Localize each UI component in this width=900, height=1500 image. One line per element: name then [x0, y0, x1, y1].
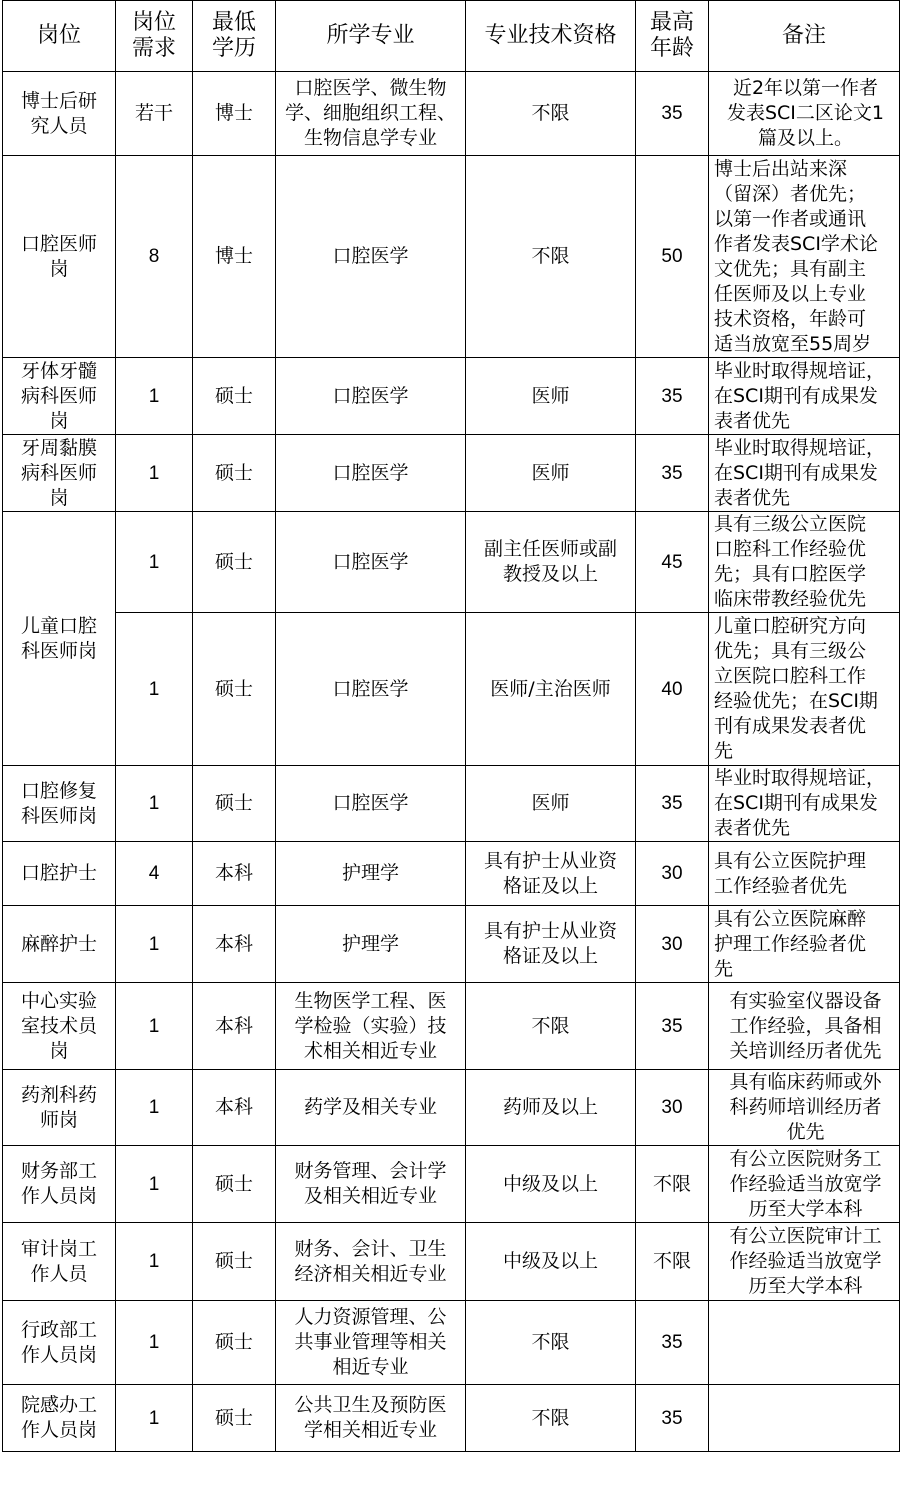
qualification-cell: 医师 — [466, 358, 636, 435]
table-row — [3, 983, 900, 1070]
need-cell: 8 — [116, 156, 193, 358]
note-cell: 毕业时取得规培证， 在SCI期刊有成果发 表者优先 — [709, 358, 900, 435]
major-cell: 护理学 — [276, 906, 466, 983]
age-cell: 不限 — [636, 1223, 709, 1301]
qualification-cell: 副主任医师或副 教授及以上 — [466, 512, 636, 613]
education-cell: 硕士 — [193, 1301, 276, 1385]
need-cell: 1 — [116, 1301, 193, 1385]
table-row — [3, 906, 900, 983]
note-cell: 毕业时取得规培证， 在SCI期刊有成果发 表者优先 — [709, 766, 900, 842]
note-cell: 有公立医院审计工 作经验适当放宽学 历至大学本科 — [709, 1223, 900, 1301]
education-cell: 硕士 — [193, 613, 276, 766]
qualification-cell: 不限 — [466, 1301, 636, 1385]
note-cell: 具有公立医院麻醉 护理工作经验者优 先 — [709, 906, 900, 983]
post-cell: 中心实验 室技术员 岗 — [3, 983, 116, 1070]
note-cell: 有公立医院财务工 作经验适当放宽学 历至大学本科 — [709, 1146, 900, 1223]
post-cell: 口腔修复 科医师岗 — [3, 766, 116, 842]
table-row — [3, 1146, 900, 1223]
age-cell: 35 — [636, 1301, 709, 1385]
post-cell: 博士后研 究人员 — [3, 72, 116, 156]
major-cell: 财务管理、会计学 及相关相近专业 — [276, 1146, 466, 1223]
post-cell: 院感办工 作人员岗 — [3, 1385, 116, 1452]
education-cell: 博士 — [193, 156, 276, 358]
note-cell: 有实验室仪器设备 工作经验，具备相 关培训经历者优先 — [709, 983, 900, 1070]
post-cell: 口腔护士 — [3, 842, 116, 906]
age-cell: 45 — [636, 512, 709, 613]
table-row — [3, 72, 900, 156]
need-cell: 1 — [116, 613, 193, 766]
qualification-cell: 不限 — [466, 1385, 636, 1452]
need-cell: 1 — [116, 435, 193, 512]
qualification-cell: 不限 — [466, 983, 636, 1070]
note-cell: 具有三级公立医院 口腔科工作经验优 先；具有口腔医学 临床带教经验优先 — [709, 512, 900, 613]
qualification-cell: 医师/主治医师 — [466, 613, 636, 766]
major-cell: 口腔医学 — [276, 613, 466, 766]
education-cell: 硕士 — [193, 435, 276, 512]
post-cell: 审计岗工 作人员 — [3, 1223, 116, 1301]
note-cell: 毕业时取得规培证， 在SCI期刊有成果发 表者优先 — [709, 435, 900, 512]
table-row — [3, 512, 900, 613]
major-cell: 人力资源管理、公 共事业管理等相关 相近专业 — [276, 1301, 466, 1385]
age-cell: 30 — [636, 1070, 709, 1146]
qualification-cell: 中级及以上 — [466, 1223, 636, 1301]
table-row — [3, 842, 900, 906]
header-qualification: 专业技术资格 — [466, 1, 636, 72]
education-cell: 本科 — [193, 983, 276, 1070]
qualification-cell: 具有护士从业资 格证及以上 — [466, 842, 636, 906]
major-cell: 口腔医学 — [276, 512, 466, 613]
table-row — [3, 613, 900, 766]
education-cell: 博士 — [193, 72, 276, 156]
header-education: 最低 学历 — [193, 1, 276, 72]
education-cell: 硕士 — [193, 1385, 276, 1452]
major-cell: 口腔医学 — [276, 435, 466, 512]
education-cell: 硕士 — [193, 512, 276, 613]
major-cell: 口腔医学 — [276, 156, 466, 358]
education-cell: 本科 — [193, 906, 276, 983]
major-cell: 口腔医学 — [276, 766, 466, 842]
education-cell: 本科 — [193, 842, 276, 906]
education-cell: 硕士 — [193, 766, 276, 842]
age-cell: 35 — [636, 435, 709, 512]
need-cell: 1 — [116, 766, 193, 842]
table-row — [3, 156, 900, 358]
header-row — [3, 1, 900, 72]
note-cell: 儿童口腔研究方向 优先；具有三级公 立医院口腔科工作 经验优先；在SCI期 刊有成果发表者优 先 — [709, 613, 900, 766]
major-cell: 口腔医学、微生物 学、细胞组织工程、 生物信息学专业 — [276, 72, 466, 156]
education-cell: 本科 — [193, 1070, 276, 1146]
age-cell: 35 — [636, 766, 709, 842]
age-cell: 35 — [636, 983, 709, 1070]
qualification-cell: 不限 — [466, 156, 636, 358]
note-cell: 博士后出站来深 （留深）者优先； 以第一作者或通讯 作者发表SCI学术论 文优先；具有副主 任医师及以上专业 技术资格，年龄可 适当放宽至55周岁 — [709, 156, 900, 358]
post-cell: 行政部工 作人员岗 — [3, 1301, 116, 1385]
education-cell: 硕士 — [193, 358, 276, 435]
qualification-cell: 不限 — [466, 72, 636, 156]
need-cell: 若干 — [116, 72, 193, 156]
qualification-cell: 中级及以上 — [466, 1146, 636, 1223]
post-cell: 口腔医师 岗 — [3, 156, 116, 358]
need-cell: 1 — [116, 1070, 193, 1146]
education-cell: 硕士 — [193, 1146, 276, 1223]
qualification-cell: 药师及以上 — [466, 1070, 636, 1146]
post-cell: 麻醉护士 — [3, 906, 116, 983]
post-cell: 财务部工 作人员岗 — [3, 1146, 116, 1223]
need-cell: 1 — [116, 1385, 193, 1452]
major-cell: 药学及相关专业 — [276, 1070, 466, 1146]
post-cell: 药剂科药 师岗 — [3, 1070, 116, 1146]
need-cell: 1 — [116, 983, 193, 1070]
note-cell: 近2年以第一作者 发表SCI二区论文1 篇及以上。 — [709, 72, 900, 156]
need-cell: 4 — [116, 842, 193, 906]
age-cell: 30 — [636, 842, 709, 906]
age-cell: 35 — [636, 72, 709, 156]
need-cell: 1 — [116, 906, 193, 983]
age-cell: 不限 — [636, 1146, 709, 1223]
need-cell: 1 — [116, 358, 193, 435]
age-cell: 30 — [636, 906, 709, 983]
major-cell: 护理学 — [276, 842, 466, 906]
education-cell: 硕士 — [193, 1223, 276, 1301]
table-row — [3, 766, 900, 842]
need-cell: 1 — [116, 1223, 193, 1301]
post-cell: 牙体牙髓 病科医师 岗 — [3, 358, 116, 435]
need-cell: 1 — [116, 1146, 193, 1223]
note-cell: 具有临床药师或外 科药师培训经历者 优先 — [709, 1070, 900, 1146]
header-post: 岗位 — [3, 1, 116, 72]
header-need: 岗位 需求 — [116, 1, 193, 72]
note-cell — [709, 1301, 900, 1385]
major-cell: 生物医学工程、医 学检验（实验）技 术相关相近专业 — [276, 983, 466, 1070]
table-row — [3, 435, 900, 512]
need-cell: 1 — [116, 512, 193, 613]
age-cell: 35 — [636, 358, 709, 435]
header-max-age: 最高 年龄 — [636, 1, 709, 72]
qualification-cell: 医师 — [466, 435, 636, 512]
table-row — [3, 1223, 900, 1301]
age-cell: 50 — [636, 156, 709, 358]
post-cell: 儿童口腔 科医师岗 — [3, 512, 116, 766]
major-cell: 财务、会计、卫生 经济相关相近专业 — [276, 1223, 466, 1301]
table-row — [3, 358, 900, 435]
qualification-cell: 具有护士从业资 格证及以上 — [466, 906, 636, 983]
age-cell: 35 — [636, 1385, 709, 1452]
header-remarks: 备注 — [709, 1, 900, 72]
note-cell — [709, 1385, 900, 1452]
major-cell: 口腔医学 — [276, 358, 466, 435]
age-cell: 40 — [636, 613, 709, 766]
table-row — [3, 1301, 900, 1385]
recruitment-table — [2, 0, 900, 1452]
table-row — [3, 1070, 900, 1146]
post-cell: 牙周黏膜 病科医师 岗 — [3, 435, 116, 512]
table-row — [3, 1385, 900, 1452]
major-cell: 公共卫生及预防医 学相关相近专业 — [276, 1385, 466, 1452]
header-major: 所学专业 — [276, 1, 466, 72]
qualification-cell: 医师 — [466, 766, 636, 842]
note-cell: 具有公立医院护理 工作经验者优先 — [709, 842, 900, 906]
